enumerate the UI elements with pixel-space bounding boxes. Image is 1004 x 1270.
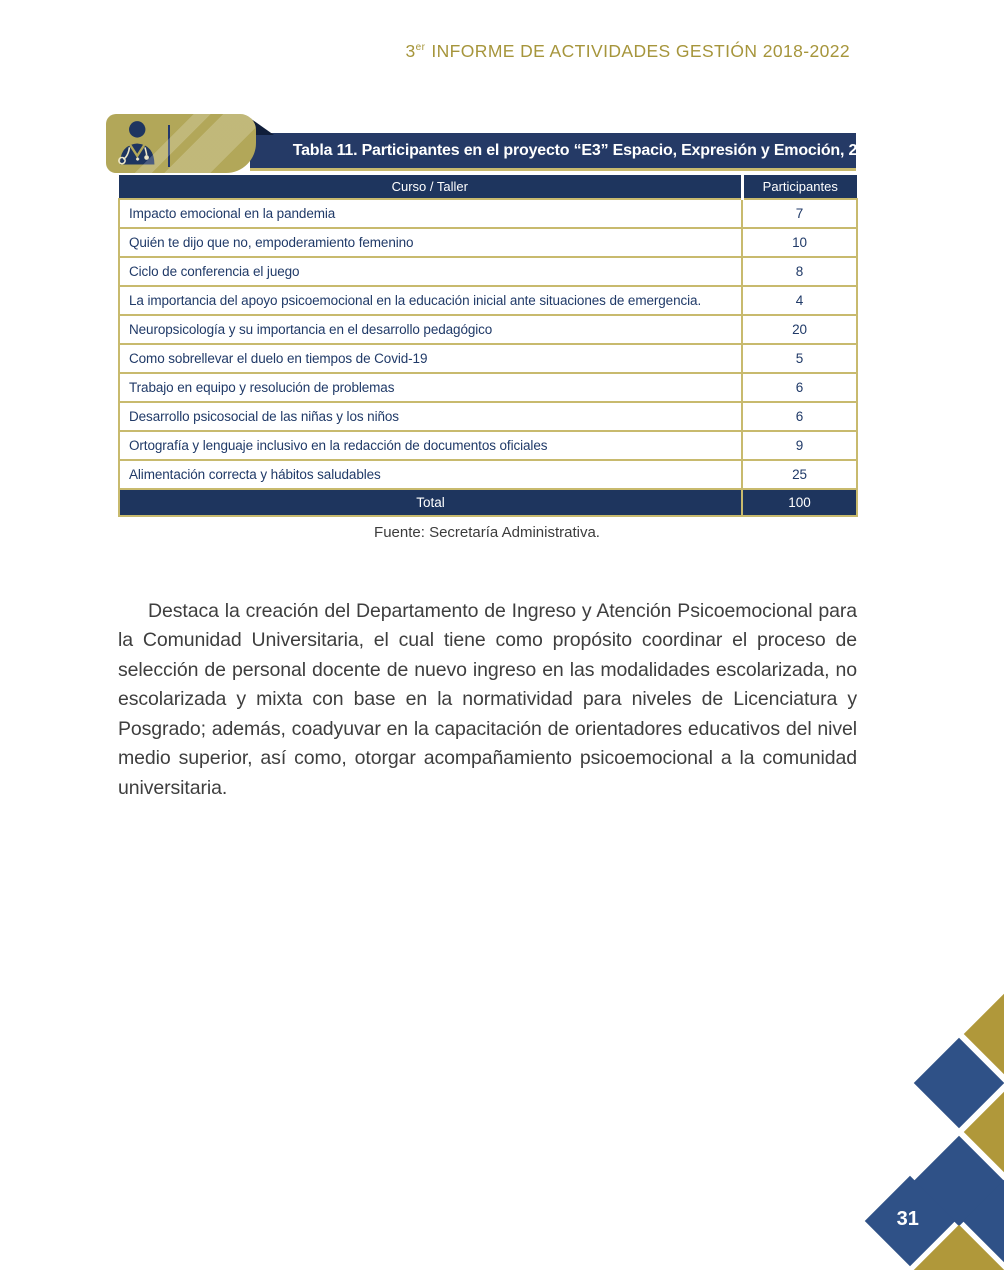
table-row: [119, 228, 857, 257]
table-title: Tabla 11. Participantes en el proyecto “E3” Espacio, Expresión y Emoción, 2021: [292, 141, 884, 159]
table-title-bar: [250, 133, 884, 171]
participants-cell: 10: [742, 228, 857, 257]
total-value: 100: [742, 489, 857, 516]
table-source-caption: Fuente: Secretaría Administrativa.: [374, 524, 600, 541]
table-row: [119, 344, 857, 373]
course-cell: Ciclo de conferencia el juego: [119, 257, 742, 286]
table-row: [119, 199, 857, 228]
participants-cell: 25: [742, 460, 857, 489]
course-cell: La importancia del apoyo psicoemocional en la educación inicial ante situaciones de emergencia.: [119, 286, 742, 315]
course-cell: Quién te dijo que no, empoderamiento femenino: [119, 228, 742, 257]
page-number: 31: [896, 1207, 920, 1230]
running-header-text: INFORME DE ACTIVIDADES GESTIÓN 2018-2022: [431, 41, 850, 61]
table-row: [119, 431, 857, 460]
participants-cell: 6: [742, 373, 857, 402]
running-header-number: 3: [405, 41, 416, 61]
table-row: [119, 460, 857, 489]
running-header: [0, 41, 850, 62]
total-label: Total: [119, 489, 742, 516]
participants-cell: 8: [742, 257, 857, 286]
badge-divider: [168, 125, 170, 167]
table-row: [119, 373, 857, 402]
table-row: [119, 315, 857, 344]
course-cell: Ortografía y lenguaje inclusivo en la redacción de documentos oficiales: [119, 431, 742, 460]
column-header-participants: Participantes: [742, 175, 857, 199]
participants-table: [118, 175, 858, 517]
table-badge: [106, 114, 256, 173]
table-row: [119, 257, 857, 286]
table-total-row: [119, 489, 857, 516]
course-cell: Alimentación correcta y hábitos saludables: [119, 460, 742, 489]
participants-cell: 9: [742, 431, 857, 460]
participants-cell: 5: [742, 344, 857, 373]
participants-cell: 20: [742, 315, 857, 344]
table-row: [119, 286, 857, 315]
course-cell: Trabajo en equipo y resolución de problemas: [119, 373, 742, 402]
course-cell: Desarrollo psicosocial de las niñas y los niños: [119, 402, 742, 431]
participants-cell: 7: [742, 199, 857, 228]
running-header-ordinal: er: [415, 42, 426, 54]
table-header-row: [119, 175, 857, 199]
body-paragraph: Destaca la creación del Departamento de Ingreso y Atención Psicoemocional para la Comunidad Universitaria, el cual tiene como propósito coordinar el proceso de selección de personal docente de nuevo ingreso en las modalidades escolarizada, no escolarizada y mixta con base en la normatividad para niveles de Licenciatura y Posgrado; además, coadyuvar en la capacitación de orientadores educativos del nivel medio superior, así como, otorgar acompañamiento psicoemocional a la comunidad universitaria.: [118, 599, 857, 800]
doctor-icon: [113, 119, 163, 171]
course-cell: Impacto emocional en la pandemia: [119, 199, 742, 228]
column-header-course: Curso / Taller: [119, 175, 742, 199]
course-cell: Neuropsicología y su importancia en el desarrollo pedagógico: [119, 315, 742, 344]
participants-cell: 6: [742, 402, 857, 431]
participants-cell: 4: [742, 286, 857, 315]
course-cell: Como sobrellevar el duelo en tiempos de Covid-19: [119, 344, 742, 373]
table-row: [119, 402, 857, 431]
